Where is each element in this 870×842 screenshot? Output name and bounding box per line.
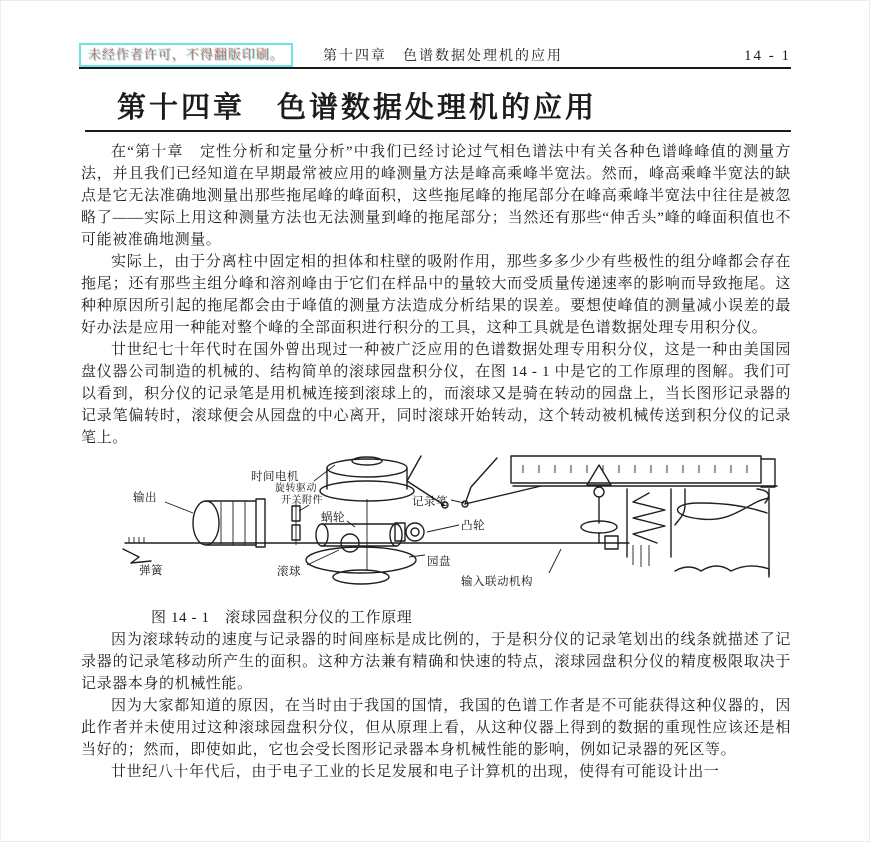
paragraph: 因为滚球转动的速度与记录器的时间座标是成比例的，于是积分仪的记录笔划出的线条就描述了记录器的记录笔移动所产生的面积。这种方法兼有精确和快速的特点，滚球园盘积分仪的精度极限取决于记录器本身的机械性能。 [81, 632, 791, 692]
page-header [79, 43, 791, 69]
recorder-scale-shape [511, 456, 761, 483]
figure-label-input-linkage: 输入联动机构 [461, 576, 533, 588]
figure-label-recording-pen: 记录笔 [412, 496, 448, 508]
copyright-notice: 未经作者许可，不得翻版印刷。 [79, 43, 293, 67]
body-text [81, 141, 791, 783]
paragraph: 廿世纪八十年代后，由于电子工业的长足发展和电子计算机的出现，使得有可能设计出一 [111, 764, 720, 780]
paragraph: 实际上，由于分离柱中固定相的担体和柱壁的吸附作用，那些多多少少有些极性的组分峰都会存在拖尾；还有那些主组分峰和溶剂峰由于它们在样品中的量较大而受质量传递速率的影响而导致拖尾。这种种原因所引起的拖尾都会由于峰值的测量方法造成分析结果的误差。要想使峰值的测量减小误差的最好办法是应用一种能对整个峰的全部面积进行积分的工具，这种工具就是色谱数据处理专用积分仪。 [81, 254, 791, 336]
figure-label-rolling-ball: 滚球 [277, 566, 301, 578]
figure-label-output: 输出 [133, 492, 157, 504]
time-motor-shape [320, 457, 414, 501]
disc-shape [306, 547, 416, 573]
figure-label-rotary-drive-1: 旋转驱动 [275, 483, 317, 494]
integrator-diagram [109, 453, 781, 603]
page-number: 14 - 1 [744, 48, 791, 64]
recorder-pen-shape [581, 465, 617, 543]
figure-caption: 图 14 - 1 滚球园盘积分仪的工作原理 [151, 610, 413, 626]
chart-paper-shape [675, 489, 769, 577]
spring-shape [627, 489, 671, 567]
paragraph: 在“第十章 定性分析和定量分析”中我们已经讨论过气相色谱法中有关各种色谱峰峰值的测量方法，并且我们已经知道在早期最常被应用的峰测量方法是峰高乘峰半宽法。然而，峰高乘峰半宽法的缺点是它无法准确地测量出那些拖尾峰的峰面积，这些拖尾峰的拖尾部分在峰高乘峰半宽法中往往是被忽略了——实际上用这种测量方法也无法测量到峰的拖尾部分；当然还有那些“伸舌头”峰的峰面积值也不可能被准确地测量。 [81, 144, 791, 248]
figure-label-worm-wheel: 蜗轮 [321, 512, 345, 524]
paragraph: 因为大家都知道的原因，在当时由于我国的国情，我国的色谱工作者是不可能获得这种仪器的，因此作者并未使用过这种滚球园盘积分仪，但从原理上看，从这种仪器上得到的数据的重现性应该还是相当好的；然而，即使如此，它也会受长图形记录器本身机械性能的影响，例如记录器的死区等。 [81, 698, 791, 758]
figure-ball-disc-integrator [109, 453, 791, 605]
figure-label-disc: 园盘 [427, 556, 451, 568]
figure-label-spring: 弹簧 [139, 565, 163, 577]
running-head-chapter: 第十四章 色谱数据处理机的应用 [323, 49, 564, 64]
figure-label-cam: 凸轮 [461, 520, 485, 532]
figure-label-rotary-drive-2: 开关附件 [281, 495, 323, 506]
output-drum-shape [193, 499, 265, 547]
paragraph: 廿世纪七十年代时在国外曾出现过一种被广泛应用的色谱数据处理专用积分仪，这是一种由美国园盘仪器公司制造的机械的、结构简单的滚球园盘积分仪，在图 14 - 1 中是它的工作原理的图解。我们可以看到，积分仪的记录笔是用机械连接到滚球上的，而滚球又是骑在转动的园盘上，当长图形记录器的记录笔偏转时，滚球便会从园盘的中心离开，同时滚球开始转动，这个转动被机械传送到积分仪的记录笔上。 [81, 342, 791, 446]
title-rule [85, 130, 791, 132]
figure-label-time-motor: 时间电机 [251, 471, 299, 483]
chapter-title: 第十四章 色谱数据处理机的应用 [117, 92, 598, 124]
